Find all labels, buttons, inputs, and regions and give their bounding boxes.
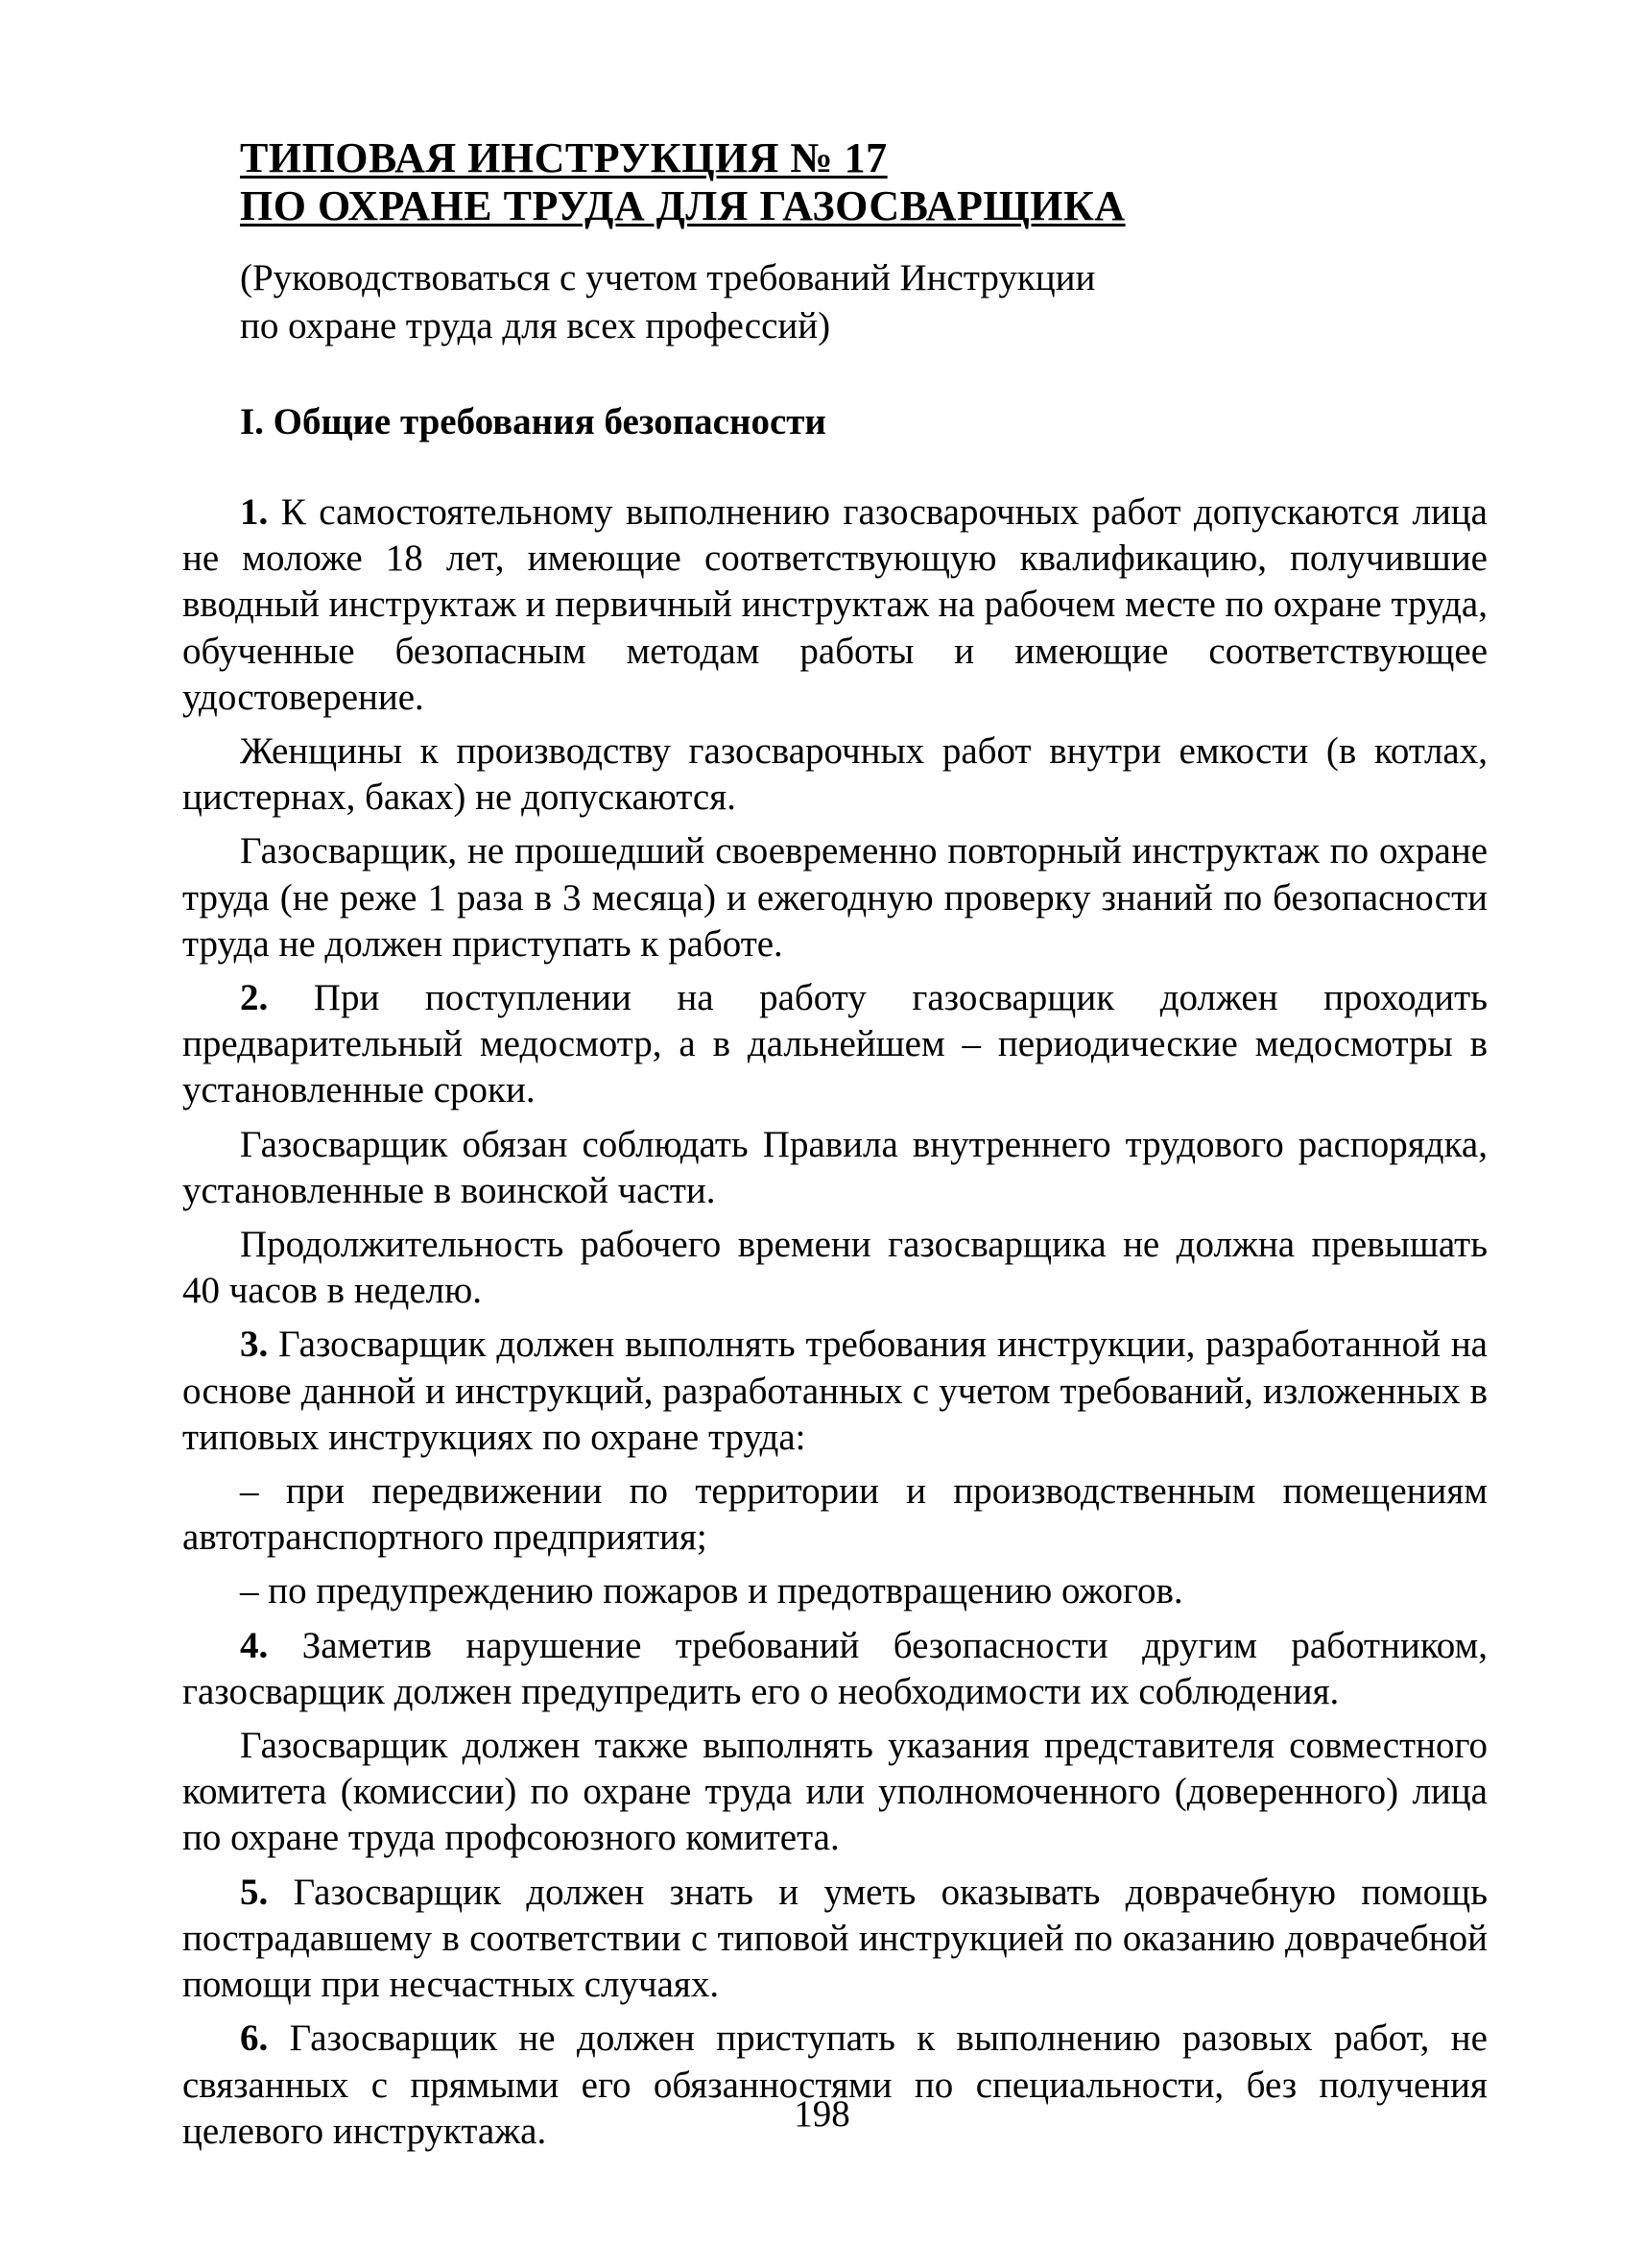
paragraph-text: Газосварщик не должен приступать к выполнению разовых работ, не связанных с прямыми его обязанностями по специальности, без получения целевого инструктажа. (182, 2017, 1488, 2152)
clause-number: 1. (240, 491, 269, 533)
paragraph-text: Газосварщик должен знать и уметь оказывать доврачебную помощь пострадавшему в соответствии с типовой инструкцией по оказанию доврачебной помощи при несчастных случаях. (182, 1871, 1488, 2006)
clause-number: 4. (240, 1624, 269, 1666)
document-subtitle (240, 254, 1488, 350)
paragraph-text: К самостоятельному выполнению газосварочных работ допускаются лица не моложе 18 лет, имеющие соответствующую квалификацию, получившие вводный инструктаж и первичный инструктаж на рабочем месте по охране труда, обученные безопасным методам работы и имеющие соответствующее удостоверение. (182, 491, 1488, 718)
list-item (182, 1468, 1488, 1561)
paragraph-text: При поступлении на работу газосварщик должен проходить предварительный медосмотр, а в дальнейшем – периодические медосмотры в установленные сроки. (182, 977, 1488, 1111)
section-heading: I. Общие требования безопасности (240, 401, 826, 442)
subtitle-line-1: (Руководствоваться с учетом требований Инструкции (240, 257, 1096, 298)
clause-number: 2. (240, 977, 269, 1019)
paragraph-text: Газосварщик должен также выполнять указания представителя совместного комитета (комиссии) по охране труда или уполномоченного (доверенного) лица по охране труда профсоюзного комитета. (182, 1725, 1488, 1859)
paragraph (182, 828, 1488, 967)
paragraph (182, 1623, 1488, 1715)
paragraph (182, 1222, 1488, 1314)
paragraph-text: Женщины к производству газосварочных работ внутри емкости (в котлах, цистернах, баках) не допускаются. (182, 730, 1488, 819)
paragraph (182, 975, 1488, 1114)
paragraph-text: – по предупреждению пожаров и предотвращению ожогов. (240, 1570, 1183, 1612)
paragraph (182, 489, 1488, 721)
paragraph (182, 728, 1488, 821)
clause-number: 6. (240, 2017, 269, 2060)
paragraph-text: Газосварщик, не прошедший своевременно повторный инструктаж по охране труда (не реже 1 раза в 3 месяца) и ежегодную проверку знаний по безопасности труда не должен приступать к работе. (182, 830, 1488, 965)
title-line-1: ТИПОВАЯ ИНСТРУКЦИЯ № 17 (240, 134, 888, 181)
paragraph-text: Продолжительность рабочего времени газосварщика не должна превышать 40 часов в неделю. (182, 1224, 1488, 1312)
paragraph-text: Газосварщик обязан соблюдать Правила внутреннего трудового распорядка, установленные в воинской части. (182, 1123, 1488, 1211)
paragraph (182, 1723, 1488, 1862)
title-line-2: ПО ОХРАНЕ ТРУДА ДЛЯ ГАЗОСВАРЩИКА (240, 182, 1126, 229)
paragraph (182, 1322, 1488, 1461)
paragraph-text: – при передвижении по территории и производственным помещениям автотранспортного предприятия; (182, 1470, 1488, 1559)
paragraph-text: Газосварщик должен выполнять требования инструкции, разработанной на основе данной и инструкций, разработанных с учетом требований, изложенных в типовых инструкциях по охране труда: (182, 1324, 1488, 1458)
list-item (182, 1568, 1488, 1614)
paragraph-text: Заметив нарушение требований безопасности другим работником, газосварщик должен предупредить его о необходимости их соблюдения. (182, 1624, 1488, 1712)
page-number: 198 (794, 2093, 850, 2135)
clause-number: 3. (240, 1324, 269, 1366)
paragraph (182, 1870, 1488, 2009)
paragraph (182, 1122, 1488, 1214)
document-title (240, 134, 1488, 230)
subtitle-line-2: по охране труда для всех профессий) (240, 305, 831, 346)
clause-number: 5. (240, 1871, 269, 1913)
document-body (182, 489, 1488, 2162)
